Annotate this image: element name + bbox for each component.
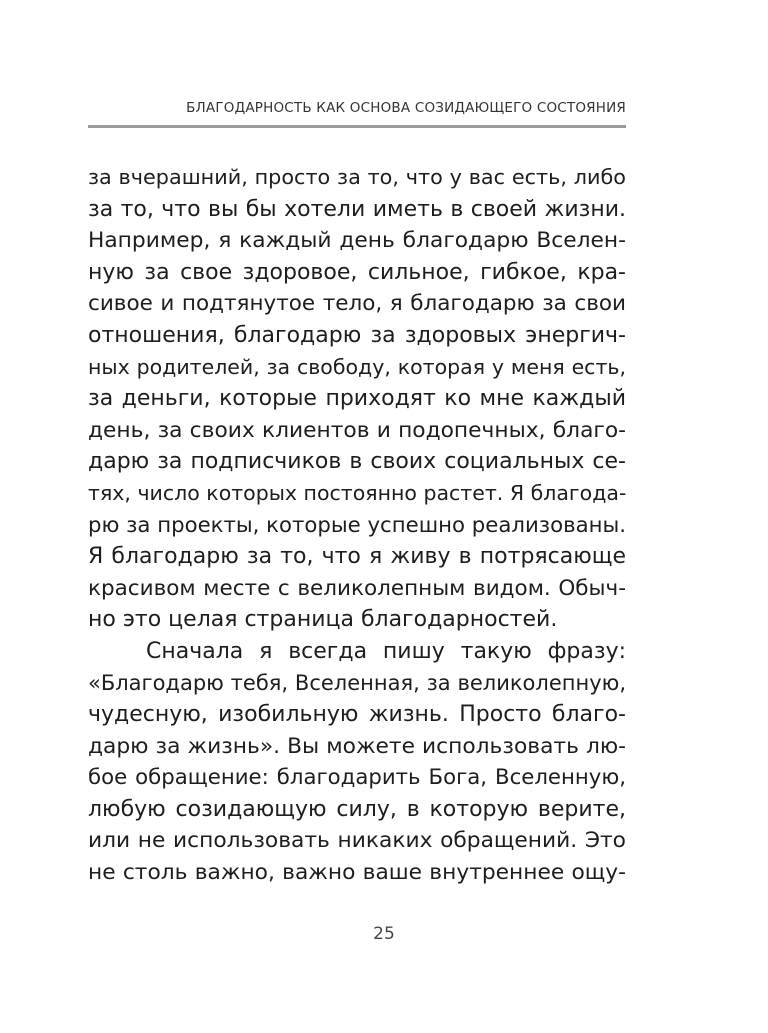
text-line: день, за своих клиентов и подопечных, благо-: [88, 417, 626, 443]
text-line: за вчерашний, просто за то, что у вас есть, либо: [88, 165, 626, 189]
text-line: «Благодарю тебя, Вселенная, за великолепную,: [88, 670, 626, 695]
text-line: рю за проекты, которые успешно реализованы.: [88, 512, 627, 538]
running-header: БЛАГОДАРНОСТЬ КАК ОСНОВА СОЗИДАЮЩЕГО СОСТОЯНИЯ: [186, 100, 626, 116]
text-line: не столь важно, важно ваше внутреннее ощу-: [88, 860, 626, 886]
text-line: дарю за подписчиков в своих социальных се-: [88, 449, 626, 475]
page-number: 25: [373, 924, 395, 944]
body-text: [88, 162, 626, 889]
text-line: или не использовать никаких обращений. Это: [88, 828, 626, 854]
text-line-indented: Сначала я всегда пишу такую фразу:: [146, 638, 626, 664]
text-line: за то, что вы бы хотели иметь в своей жизни.: [88, 196, 626, 222]
header-rule: [88, 125, 626, 128]
text-line: красивом месте с великолепным видом. Обыч-: [88, 575, 626, 601]
text-line: ных родителей, за свободу, которая у меня есть,: [88, 354, 626, 379]
text-line: чудесную, изобильную жизнь. Просто благо-: [88, 702, 626, 728]
text-line: Я благодарю за то, что я живу в потрясающе: [88, 544, 626, 570]
text-line: бое обращение: благодарить Бога, Вселенную,: [88, 765, 626, 791]
text-line: отношения, благодарю за здоровых энергич-: [88, 322, 626, 348]
text-line: тях, число которых постоянно растет. Я благода-: [88, 480, 627, 505]
text-line: ную за свое здоровое, сильное, гибкое, кра-: [88, 259, 626, 285]
text-line: любую созидающую силу, в которую верите,: [88, 796, 626, 822]
text-line: Например, я каждый день благодарю Вселен-: [88, 228, 626, 254]
text-line: но это целая страница благодарностей.: [88, 607, 558, 633]
text-line: дарю за жизнь». Вы можете использовать лю-: [88, 733, 626, 759]
text-line: сивое и подтянутое тело, я благодарю за свои: [88, 291, 626, 317]
text-line: за деньги, которые приходят ко мне каждый: [88, 386, 626, 412]
